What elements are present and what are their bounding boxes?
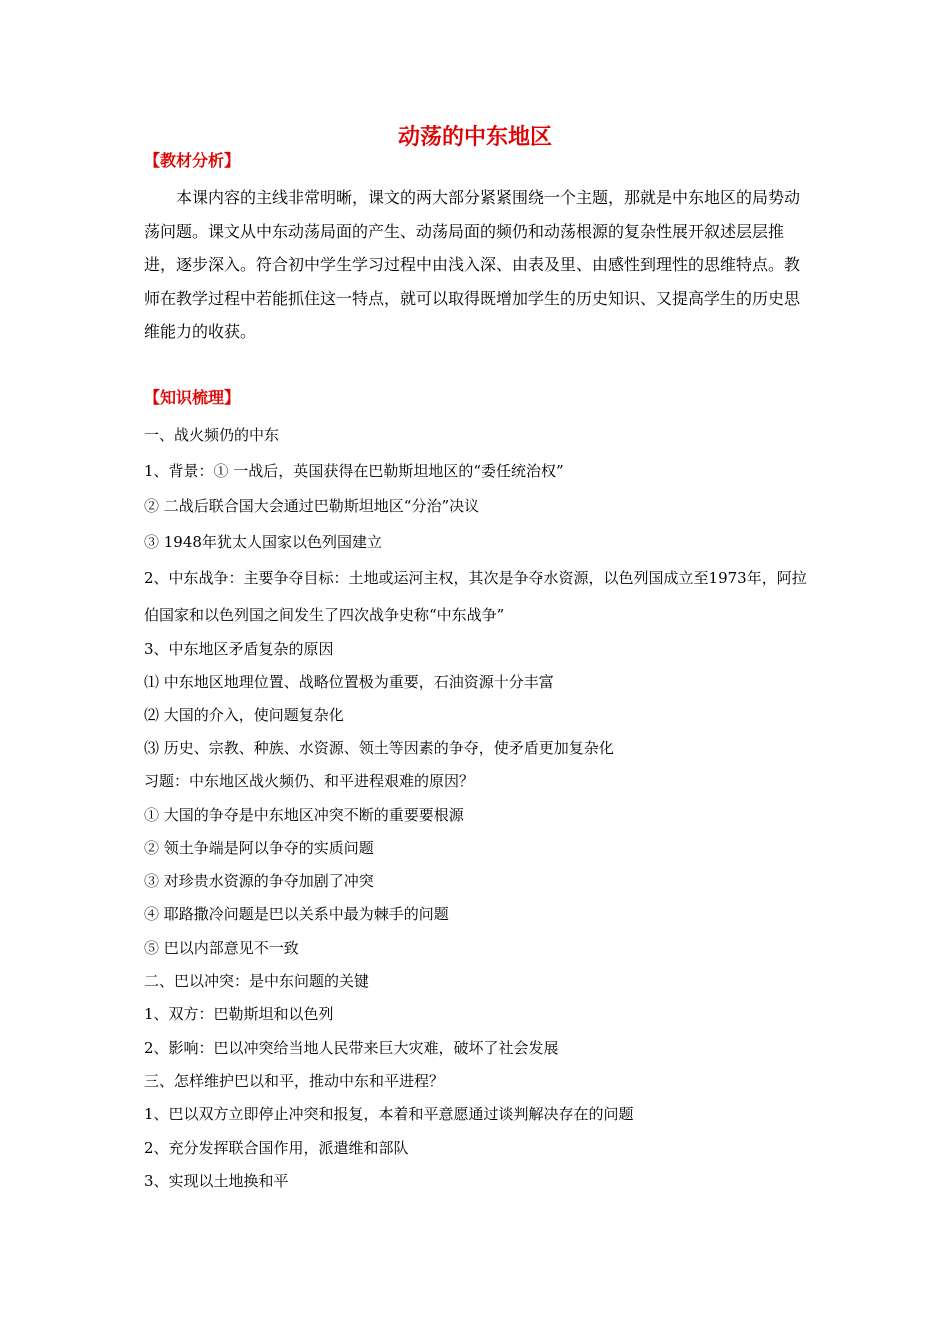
outline-line: 3、实现以土地换和平 xyxy=(144,1172,289,1190)
outline-line: ⑵ 大国的介入，使问题复杂化 xyxy=(144,706,344,724)
analysis-paragraph: 本课内容的主线非常明晰，课文的两大部分紧紧围绕一个主题，那就是中东地区的局势动荡问题。课文从中东动荡局面的产生、动荡局面的频仍和动荡根源的复杂性展开叙述层层推进，逐步深入。符合初中学生学习过程中由浅入深、由表及里、由感性到理性的思维特点。教师在教学过程中若能抓住这一特点，就可以取得既增加学生的历史知识、又提高学生的历史思维能力的收获。 xyxy=(144,188,801,341)
outline-line: 3、中东地区矛盾复杂的原因 xyxy=(144,640,334,658)
outline-line: ② 领土争端是阿以争夺的实质问题 xyxy=(144,839,374,857)
outline-line: 二、巴以冲突：是中东问题的关键 xyxy=(144,972,370,990)
outline-line: 三、怎样维护巴以和平，推动中东和平进程？ xyxy=(144,1072,445,1090)
section-heading-knowledge: 【知识梳理】 xyxy=(144,388,241,407)
outline-line: 2、充分发挥联合国作用，派遣维和部队 xyxy=(144,1139,409,1157)
outline-line: ① 大国的争夺是中东地区冲突不断的重要要根源 xyxy=(144,806,464,824)
outline-line: ⑶ 历史、宗教、种族、水资源、领土等因素的争夺，使矛盾更加复杂化 xyxy=(144,739,614,757)
outline-line: ④ 耶路撒冷问题是巴以关系中最为棘手的问题 xyxy=(144,905,449,923)
outline-line: 习题：中东地区战火频仍、和平进程艰难的原因？ xyxy=(144,772,475,790)
outline-line: ⑤ 巴以内部意见不一致 xyxy=(144,939,299,957)
outline-line: 1、巴以双方立即停止冲突和报复，本着和平意愿通过谈判解决存在的问题 xyxy=(144,1105,634,1123)
outline-line: ③ 对珍贵水资源的争夺加剧了冲突 xyxy=(144,872,374,890)
outline-line: 2、影响：巴以冲突给当地人民带来巨大灾难，破坏了社会发展 xyxy=(144,1039,559,1057)
outline-line: ② 二战后联合国大会通过巴勒斯坦地区“分治”决议 xyxy=(144,497,480,515)
outline-line: ③ 1948年犹太人国家以色列国建立 xyxy=(144,533,382,551)
document-title: 动荡的中东地区 xyxy=(397,125,552,150)
outline-line: 1、双方：巴勒斯坦和以色列 xyxy=(144,1005,334,1023)
outline-line: 1、背景：① 一战后，英国获得在巴勒斯坦地区的“委任统治权” xyxy=(144,462,564,480)
section-heading-analysis: 【教材分析】 xyxy=(144,151,241,170)
outline-line: 一、战火频仍的中东 xyxy=(144,426,280,444)
outline-line: 2、中东战争：主要争夺目标：土地或运河主权，其次是争夺水资源，以色列国成立至1973年，阿拉伯国家和以色列国之间发生了四次战争史称“中东战争” xyxy=(144,569,807,624)
outline-line: ⑴ 中东地区地理位置、战略位置极为重要，石油资源十分丰富 xyxy=(144,673,554,691)
